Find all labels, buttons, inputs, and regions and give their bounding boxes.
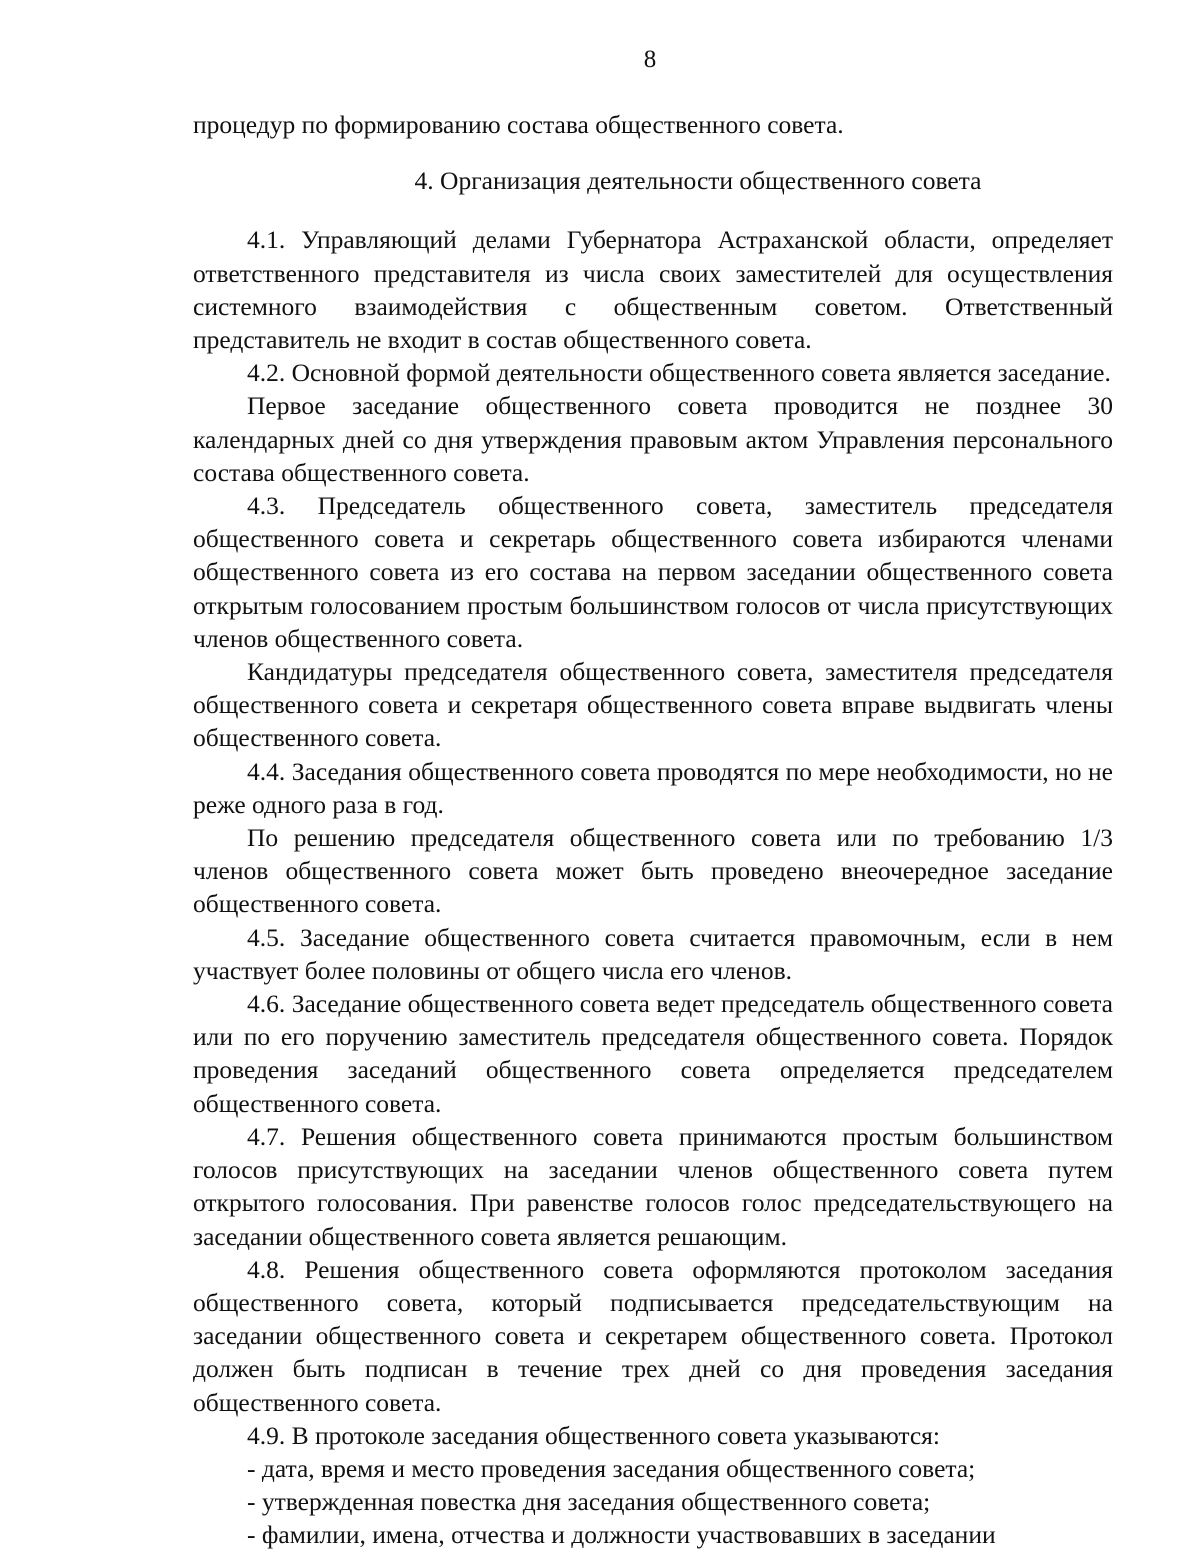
paragraph-4-3: 4.3. Председатель общественного совета, заместитель председателя общественного совета и секретарь общественного совета избираются членами общественного совета из его состава на первом заседании общественного совета открытым голосованием простым большинством голосов от числа присутствующих членов общественного совета. <box>193 491 1113 653</box>
paragraph-4-4: 4.4. Заседания общественного совета проводятся по мере необходимости, но не реже одного раза в год. <box>193 756 1113 819</box>
list-item: - утвержденная повестка дня заседания общественного совета; <box>247 1487 931 1517</box>
section-heading: 4. Организация деятельности общественного совета <box>414 166 982 196</box>
paragraph-4-7: 4.7. Решения общественного совета принимаются простым большинством голосов присутствующих на заседании членов общественного совета путем открытого голосования. При равенстве голосов голос председательствующего на заседании общественного совета является решающим. <box>193 1121 1113 1251</box>
list-item: - фамилии, имена, отчества и должности участвовавших в заседании <box>247 1520 996 1550</box>
paragraph-4-6: 4.6. Заседание общественного совета ведет председатель общественного совета или по его поручению заместитель председателя общественного совета. Порядок проведения заседаний общественного совета определяется председателем общественного совета. <box>193 989 1113 1118</box>
paragraph-4-9: 4.9. В протоколе заседания общественного совета указываются: <box>247 1420 940 1450</box>
paragraph-first-meeting: Первое заседание общественного совета проводится не позднее 30 календарных дней со дня утверждения правовым актом Управления персонального состава общественного совета. <box>193 391 1113 487</box>
paragraph-4-8: 4.8. Решения общественного совета оформляются протоколом заседания общественного совета, который подписывается председательствующим на заседании общественного совета и секретарем общественного совета. Протокол должен быть подписан в течение трех дней со дня проведения заседания общественного совета. <box>193 1254 1113 1417</box>
paragraph-4-2: 4.2. Основной формой деятельности общественного совета является заседание. <box>247 358 1111 388</box>
paragraph-extraordinary-meeting: По решению председателя общественного совета или по требованию 1/3 членов общественного совета может быть проведено внеочередное заседание общественного совета. <box>193 823 1113 919</box>
paragraph-4-1: 4.1. Управляющий делами Губернатора Астраханской области, определяет ответственного представителя из числа своих заместителей для осуществления системного взаимодействия с общественным советом. Ответственный представитель не входит в состав общественного совета. <box>193 225 1113 355</box>
document-body <box>193 108 1113 1552</box>
paragraph-4-5: 4.5. Заседание общественного совета считается правомочным, если в нем участвует более половины от общего числа его членов. <box>193 922 1113 985</box>
paragraph-candidates: Кандидатуры председателя общественного совета, заместителя председателя общественного совета и секретаря общественного совета вправе выдвигать члены общественного совета. <box>193 657 1113 753</box>
continued-line: процедур по формированию состава общественного совета. <box>193 110 844 139</box>
page-number: 8 <box>643 46 657 73</box>
list-item: - дата, время и место проведения заседания общественного совета; <box>247 1453 976 1483</box>
